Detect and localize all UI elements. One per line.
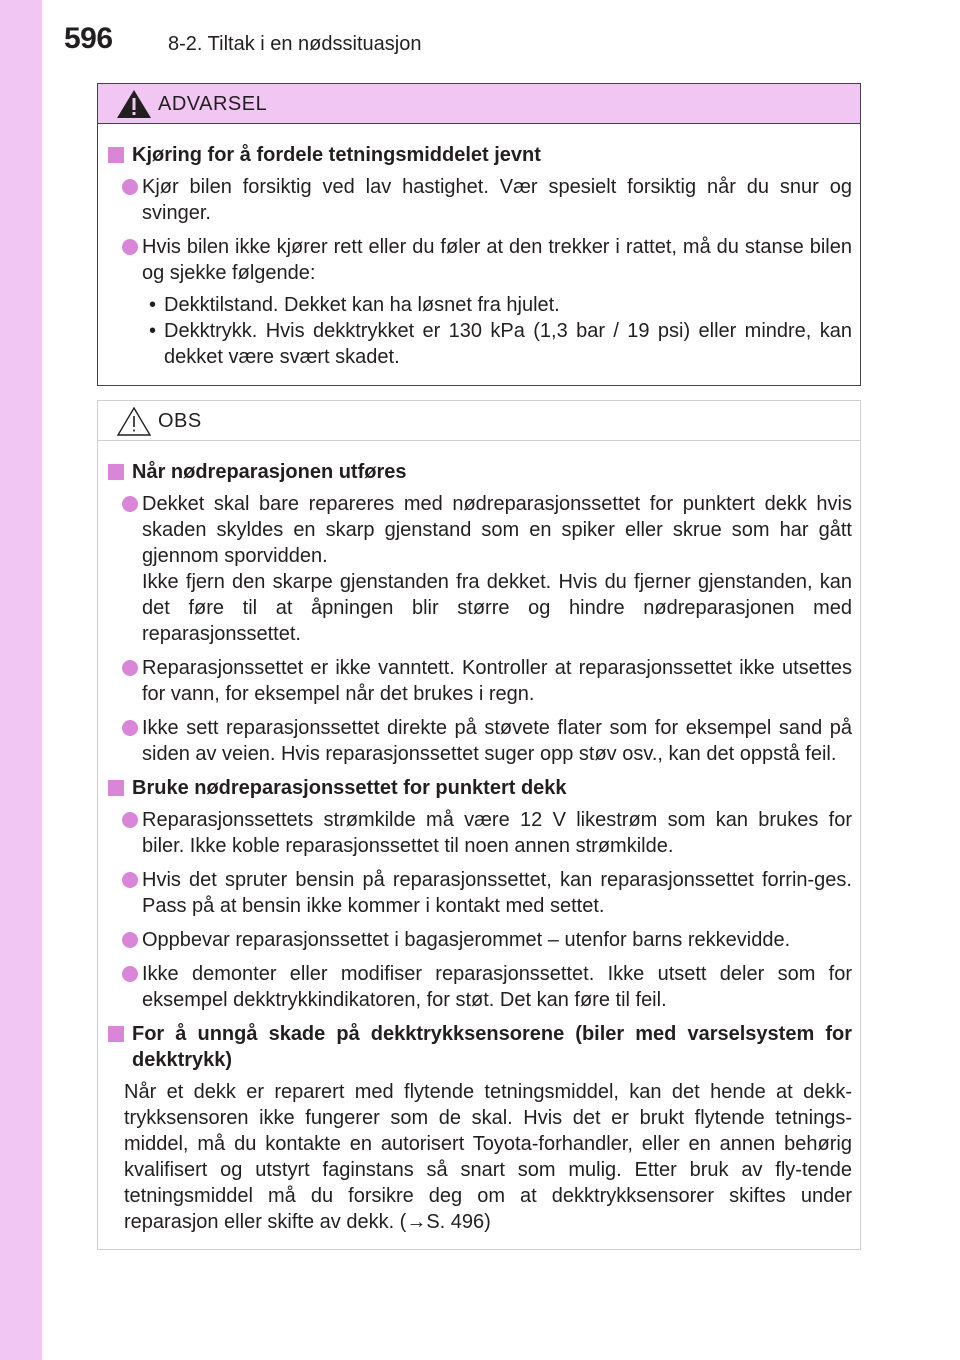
warning-title: ADVARSEL bbox=[158, 93, 268, 115]
circle-bullet-icon bbox=[122, 812, 138, 828]
list-item-text: Ikke demonter eller modifiser reparasjonssettet. Ikke utsett deler som for eksempel dekktrykkindikatoren, for støt. Det kan føre til feil. bbox=[142, 963, 852, 1011]
list-item-text: Ikke sett reparasjonssettet direkte på støvete flater som for eksempel sand på siden av veien. Hvis reparasjonssettet suger opp støv osv., kan det oppstå feil. bbox=[142, 717, 852, 765]
circle-bullet-icon bbox=[122, 720, 138, 736]
list-item-text: Hvis det spruter bensin på reparasjonssettet, kan reparasjonssettet forrin-ges. Pass på at bensin ikke kommer i kontakt med settet. bbox=[142, 869, 852, 917]
notice-title: OBS bbox=[158, 410, 202, 432]
notice-box-header bbox=[98, 401, 860, 441]
list-item bbox=[106, 807, 852, 859]
notice-section bbox=[106, 459, 852, 767]
list-item-text-continued: Ikke fjern den skarpe gjenstanden fra dekket. Hvis du fjerner gjenstanden, kan det føre til at åpningen blir større og hindre nødreparasjonen med reparasjonssettet. bbox=[142, 571, 852, 645]
warning-body bbox=[98, 124, 860, 370]
sub-list-item: • Dekktrykk. Hvis dekktrykket er 130 kPa (1,3 bar / 19 psi) eller mindre, kan dekket være svært skadet. bbox=[106, 318, 852, 370]
circle-bullet-icon bbox=[122, 660, 138, 676]
list-item-text: Hvis bilen ikke kjører rett eller du føler at den trekker i rattet, må du stanse bilen og sjekke følgende: bbox=[142, 236, 852, 284]
list-item bbox=[106, 715, 852, 767]
list-item-text: Dekket skal bare repareres med nødreparasjonssettet for punktert dekk hvis skaden skyldes en skarp gjenstand som en spiker eller skrue som har gått gjennom sporvidden. bbox=[142, 493, 852, 567]
notice-box bbox=[97, 400, 861, 1250]
list-item-text: Kjør bilen forsiktig ved lav hastighet. Vær spesielt forsiktig når du snur og svinger. bbox=[142, 176, 852, 224]
circle-bullet-icon bbox=[122, 932, 138, 948]
square-bullet-icon bbox=[108, 1026, 124, 1042]
warning-section bbox=[106, 142, 852, 370]
warning-box-header bbox=[98, 84, 860, 124]
section-heading-text: For å unngå skade på dekktrykksensorene (biler med varselsystem for dekktrykk) bbox=[132, 1023, 852, 1071]
circle-bullet-icon bbox=[122, 966, 138, 982]
page-number: 596 bbox=[64, 22, 113, 55]
list-item bbox=[106, 174, 852, 226]
notice-body bbox=[98, 441, 860, 1235]
list-item bbox=[106, 491, 852, 647]
section-heading bbox=[106, 142, 852, 168]
list-item bbox=[106, 961, 852, 1013]
warning-box bbox=[97, 83, 861, 386]
warning-triangle-outline-icon bbox=[115, 405, 153, 437]
list-item-text: Reparasjonssettets strømkilde må være 12 V likestrøm som kan brukes for biler. Ikke koble reparasjonssettet til noen annen strømkilde. bbox=[142, 809, 852, 857]
circle-bullet-icon bbox=[122, 872, 138, 888]
list-item bbox=[106, 927, 852, 953]
section-title: 8-2. Tiltak i en nødssituasjon bbox=[168, 33, 422, 55]
notice-section bbox=[106, 1021, 852, 1235]
sub-list-item: • Dekktilstand. Dekket kan ha løsnet fra hjulet. bbox=[106, 292, 852, 318]
section-heading bbox=[106, 1021, 852, 1073]
section-paragraph: Når et dekk er reparert med flytende tetningsmiddel, kan det hende at dekk-trykksensoren ikke fungerer som de skal. Hvis det er brukt flytende tetnings-middel, må du kontakte en autorisert Toyota-forhandler, eller en annen behørig kvalifisert og utstyrt faginstans så snart som mulig. Etter bruk av fly-tende tetningsmiddel må du forsikre deg om at dekktrykksensorer skiftes under reparasjon eller skifte av dekk. (→S. 496) bbox=[124, 1081, 852, 1233]
circle-bullet-icon bbox=[122, 179, 138, 195]
section-heading-text: Kjøring for å fordele tetningsmiddelet jevnt bbox=[132, 144, 541, 166]
sub-list bbox=[106, 292, 852, 370]
square-bullet-icon bbox=[108, 147, 124, 163]
section-heading bbox=[106, 459, 852, 485]
circle-bullet-icon bbox=[122, 239, 138, 255]
list-item-text: Reparasjonssettet er ikke vanntett. Kontroller at reparasjonssettet ikke utsettes for vann, for eksempel når det brukes i regn. bbox=[142, 657, 852, 705]
list-item-text: Oppbevar reparasjonssettet i bagasjerommet – utenfor barns rekkevidde. bbox=[142, 929, 791, 951]
side-tab-strip bbox=[0, 0, 42, 1360]
section-heading-text: Når nødreparasjonen utføres bbox=[132, 461, 407, 483]
square-bullet-icon bbox=[108, 464, 124, 480]
circle-bullet-icon bbox=[122, 496, 138, 512]
list-item bbox=[106, 234, 852, 370]
warning-triangle-filled-icon bbox=[115, 88, 153, 120]
notice-section bbox=[106, 775, 852, 1013]
section-heading bbox=[106, 775, 852, 801]
list-item bbox=[106, 867, 852, 919]
square-bullet-icon bbox=[108, 780, 124, 796]
section-heading-text: Bruke nødreparasjonssettet for punktert dekk bbox=[132, 777, 567, 799]
list-item bbox=[106, 655, 852, 707]
